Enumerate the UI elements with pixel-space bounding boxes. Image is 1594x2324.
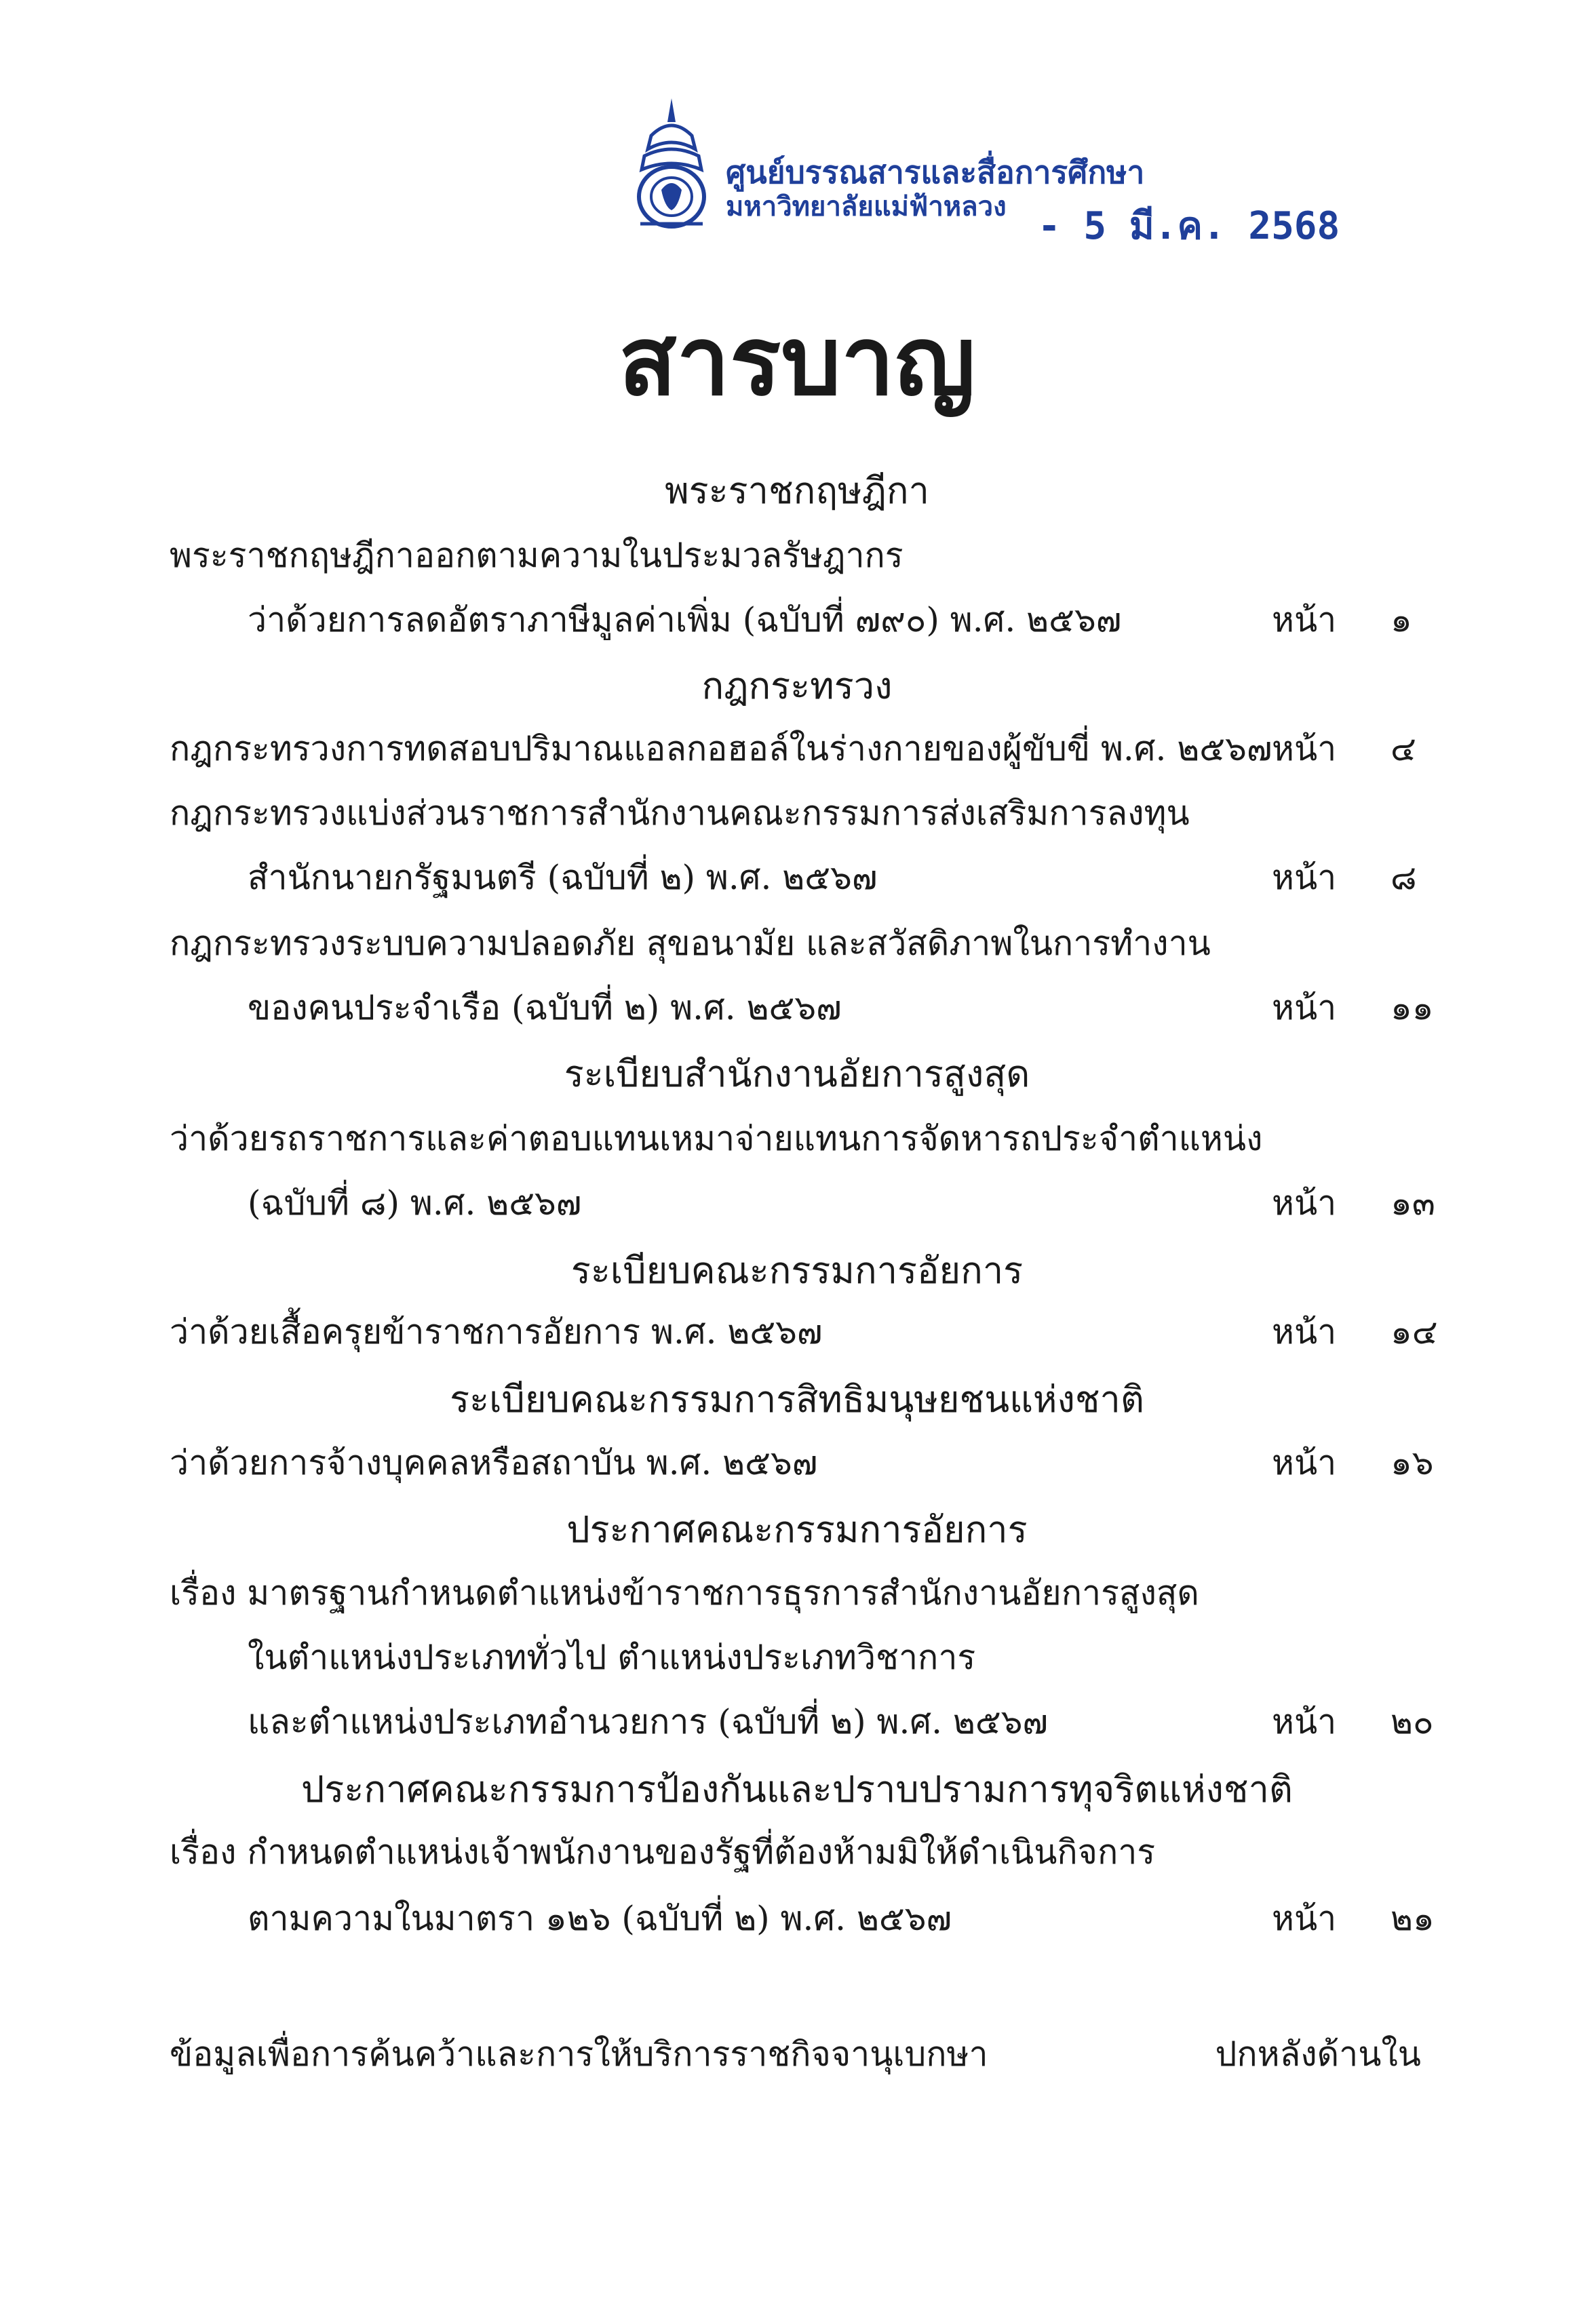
- university-seal-icon: [631, 95, 712, 231]
- entry-line: ว่าด้วยเสื้อครุยข้าราชการอัยการ พ.ศ. ๒๕๖๗: [170, 1312, 823, 1352]
- entry-line: ของคนประจำเรือ (ฉบับที่ ๒) พ.ศ. ๒๕๖๗: [248, 988, 842, 1027]
- entry-line: กฎกระทรวงแบ่งส่วนราชการสำนักงานคณะกรรมการส่งเสริมการลงทุน: [170, 793, 1190, 833]
- entry-line: เรื่อง มาตรฐานกำหนดตำแหน่งข้าราชการธุรการสำนักงานอัยการสูงสุด: [170, 1573, 1199, 1613]
- page-number: ๔: [1391, 729, 1416, 768]
- entry-line: (ฉบับที่ ๘) พ.ศ. ๒๕๖๗: [248, 1183, 582, 1223]
- entry-line: กฎกระทรวงระบบความปลอดภัย สุขอนามัย และสวัสดิภาพในการทำงาน: [170, 924, 1211, 963]
- section-heading: ประกาศคณะกรรมการป้องกันและปราบปรามการทุจริตแห่งชาติ: [301, 1768, 1293, 1811]
- entry-line: ว่าด้วยการลดอัตราภาษีมูลค่าเพิ่ม (ฉบับที่ ๗๙๐) พ.ศ. ๒๕๖๗: [248, 600, 1122, 639]
- page-number: ๒๐: [1391, 1702, 1434, 1741]
- section-heading: พระราชกฤษฎีกา: [665, 469, 929, 512]
- entry-line: เรื่อง กำหนดตำแหน่งเจ้าพนักงานของรัฐที่ต้องห้ามมิให้ดำเนินกิจการ: [170, 1832, 1156, 1872]
- library-stamp: [631, 95, 1340, 251]
- entry-line: ว่าด้วยการจ้างบุคคลหรือสถาบัน พ.ศ. ๒๕๖๗: [170, 1443, 818, 1482]
- section-heading: ระเบียบคณะกรรมการอัยการ: [570, 1249, 1024, 1292]
- page-label: หน้า: [1272, 858, 1337, 897]
- entry-line: พระราชกฤษฎีกาออกตามความในประมวลรัษฎากร: [170, 536, 903, 575]
- stamp-line-2: มหาวิทยาลัยแม่ฟ้าหลวง: [726, 191, 1007, 222]
- section-heading: ระเบียบสำนักงานอัยการสูงสุด: [564, 1052, 1030, 1095]
- entry-line: สำนักนายกรัฐมนตรี (ฉบับที่ ๒) พ.ศ. ๒๕๖๗: [248, 858, 878, 897]
- page-label: หน้า: [1272, 729, 1337, 768]
- page-label: หน้า: [1272, 1899, 1337, 1938]
- entry-line: ว่าด้วยรถราชการและค่าตอบแทนเหมาจ่ายแทนการจัดหารถประจำตำแหน่ง: [170, 1119, 1263, 1158]
- page-number: ๑๔: [1391, 1312, 1438, 1352]
- page-number: ๑: [1391, 600, 1412, 639]
- page-number: ๑๓: [1391, 1183, 1435, 1223]
- stamp-line-1: ศูนย์บรรณสารและสื่อการศึกษา: [726, 154, 1145, 191]
- section-heading: ประกาศคณะกรรมการอัยการ: [566, 1508, 1028, 1551]
- footer-location: ปกหลังด้านใน: [1215, 2034, 1421, 2074]
- section-heading: ระเบียบคณะกรรมการสิทธิมนุษยชนแห่งชาติ: [450, 1378, 1144, 1421]
- page-number: ๑๖: [1391, 1443, 1434, 1482]
- page-label: หน้า: [1272, 1312, 1337, 1352]
- page-title: สารบาญ: [618, 306, 976, 417]
- footer-note: ข้อมูลเพื่อการค้นคว้าและการให้บริการราชกิจจานุเบกษา: [170, 2034, 988, 2074]
- entry-line: และตำแหน่งประเภทอำนวยการ (ฉบับที่ ๒) พ.ศ. ๒๕๖๗: [248, 1702, 1049, 1741]
- page-number: ๘: [1391, 858, 1417, 897]
- section-heading: กฎกระทรวง: [701, 665, 893, 707]
- page-label: หน้า: [1272, 1702, 1337, 1741]
- entry-line: ในตำแหน่งประเภททั่วไป ตำแหน่งประเภทวิชาการ: [248, 1638, 976, 1677]
- page-number: ๑๑: [1391, 988, 1434, 1027]
- page-label: หน้า: [1272, 1443, 1337, 1482]
- page-number: ๒๑: [1391, 1899, 1435, 1938]
- page-label: หน้า: [1272, 600, 1337, 639]
- entry-line: กฎกระทรวงการทดสอบปริมาณแอลกอฮอล์ในร่างกายของผู้ขับขี่ พ.ศ. ๒๕๖๗: [170, 729, 1272, 768]
- page-label: หน้า: [1272, 988, 1337, 1027]
- entry-line: ตามความในมาตรา ๑๒๖ (ฉบับที่ ๒) พ.ศ. ๒๕๖๗: [248, 1899, 952, 1938]
- stamp-date: - 5 มี.ค. 2568: [1038, 204, 1340, 248]
- page-label: หน้า: [1272, 1183, 1337, 1223]
